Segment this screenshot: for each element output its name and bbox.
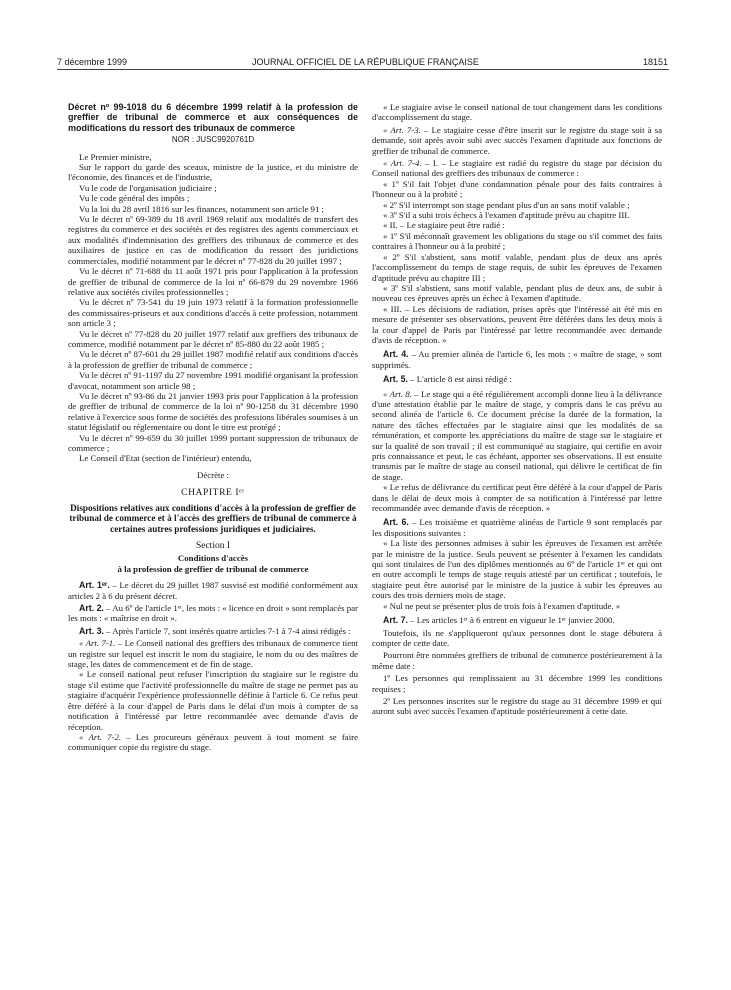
article-label: « Art. 8. <box>383 388 412 399</box>
paragraph: Vu le décret nº 77-828 du 20 juillet 1977 relatif aux greffiers des tribunaux de commerce, modifié notamment par le décret nº 85-880 du 22 août 1985 ; <box>68 328 358 349</box>
paragraph: Le Premier ministre, <box>79 151 152 162</box>
paragraph: « 3º S'il a subi trois échecs à l'examen d'aptitude prévu au chapitre III. <box>383 210 630 221</box>
paragraph: Vu le code de l'organisation judiciaire ; <box>79 182 217 193</box>
section-subtitle: à la profession de greffier de tribunal de commerce <box>117 563 309 574</box>
article-label: « Art. 7-3. <box>383 124 421 135</box>
paragraph: Vu le décret nº 73-541 du 19 juin 1973 relatif à la formation professionnelle des commissaires-priseurs et aux conditions d'accès à cette profession, notamment son article 3 ; <box>68 297 358 329</box>
paragraph: « Le conseil national peut refuser l'inscription du stagiaire sur le registre du stage s'il estime que l'activité professionnelle du maître de stage ne permet pas au stagiaire d'acquérir l'expérience professionnelle définie à l'article 6. Ce refus peut être déféré à la cour d'appel de Paris dans le délai d'un mois à compter de sa notification à l'intéressé par lettre recommandée avec demande d'avis de réception. <box>68 669 358 732</box>
article-text: – Au premier alinéa de l'article 6, les mots : « maître de stage, » sont supprimés. <box>372 349 662 370</box>
paragraph: 2º Les personnes inscrites sur le registre du stage au 31 décembre 1999 et qui auront subi avec succès l'examen d'aptitude postérieurement à cette date. <box>372 695 662 717</box>
article-paragraph <box>68 626 358 636</box>
paragraph: « Nul ne peut se présenter plus de trois fois à l'examen d'aptitude. » <box>383 600 621 611</box>
paragraph: Toutefois, ils ne s'appliqueront qu'aux personnes dont le stage débutera à compter de cette date. <box>372 627 662 648</box>
paragraph: « 1º S'il méconnaît gravement les obligations du stage ou s'il commet des faits contraires à l'honneur ou à la probité ; <box>372 230 662 252</box>
paragraph: Vu le décret nº 91-1197 du 27 novembre 1991 modifié organisant la profession d'avocat, notamment son article 98 ; <box>68 370 358 391</box>
decrete-line: Décrète : <box>197 469 229 480</box>
paragraph: « La liste des personnes admises à subir les épreuves de l'examen est arrêtée par le ministre de la justice. Seuls peuvent se présenter à l'examen les candidats qui sont titulaires de l'un des diplômes mentionnés au 6º de l'article 1ᵉʳ et qui ont en outre accompli le temps de stage requis attesté par un certificat ; toutefois, le stagiaire peut être autorisé par le ministre de la justice à subir les épreuves au cours des trois derniers mois de stage. <box>372 538 662 601</box>
paragraph: Pourront être nommées greffiers de tribunal de commerce postérieurement à la même date : <box>372 650 662 671</box>
article-label: Art. 2. <box>79 603 104 614</box>
article-paragraph <box>68 732 358 753</box>
article-text: – I. – Le stagiaire est radié du registre du stage par décision du Conseil national des greffiers des tribunaux de commerce : <box>372 158 662 179</box>
article-text: – L'article 8 est ainsi rédigé : <box>407 374 512 385</box>
article-text: – Le décret du 29 juillet 1987 susvisé est modifié conformément aux articles 2 à 6 du présent décret. <box>68 580 358 601</box>
article-text: – Les articles 1ᵉʳ à 6 entrent en vigueur le 1ᵉʳ janvier 2000. <box>407 615 615 626</box>
article-paragraph <box>372 615 662 625</box>
article-label: Art. 5. <box>383 374 408 385</box>
article-label: « Art. 7-1. <box>79 638 116 649</box>
decree-title: Décret nº 99-1018 du 6 décembre 1999 relatif à la profession de greffier de tribunal de commerce et aux conséquences de modifications du ressort des tribunaux de commerce <box>68 102 358 133</box>
article-paragraph <box>68 638 358 669</box>
header-page-number: 18151 <box>642 57 668 67</box>
article-text: – Le Conseil national des greffiers des tribunaux de commerce tient un registre sur lequel est inscrit le nom du stagiaire, le nom du ou des maîtres de stage, les dates de commencement et de fin de stage. <box>68 638 358 670</box>
article-text: – Les procureurs généraux peuvent à tout moment se faire communiquer copie du registre du stage. <box>68 731 358 753</box>
article-paragraph <box>372 517 662 538</box>
article-label: Art. 6. <box>383 517 409 528</box>
paragraph: « 2º S'il s'abstient, sans motif valable, pendant plus de deux ans après l'accomplissement du temps de stage requis, de subir les épreuves de l'examen d'aptitude prévu au chapitre III ; <box>372 251 662 283</box>
article-paragraph <box>68 603 358 624</box>
article-text: – Au 6º de l'article 1ᵉʳ, les mots : « licence en droit » sont remplacés par les mots : « maîtrise en droit ». <box>68 603 358 624</box>
article-paragraph <box>68 580 358 601</box>
article-text: – Le stage qui a été régulièrement accompli donne lieu à la délivrance d'une attestation établie par le maître de stage, y compris dans le cas prévu au second alinéa de l'article 6. Ce document précise la durée de la formation, la nature des tâches effectuées par le stagiaire ainsi que les modalités de sa rémunération, et comporte les appréciations du maître de stage sur le stagiaire et sur la qualité de son travail ; il est communiqué au stagiaire, qui certifie en avoir pris connaissance et peut, le cas échéant, apporter ses observations. Il est ensuite transmis par le maître de stage au conseil national, qui délivre le certificat de fin de stage. <box>372 388 662 482</box>
paragraph: « II. – Le stagiaire peut être radié : <box>383 220 505 231</box>
article-paragraph <box>372 125 662 156</box>
article-paragraph <box>372 158 662 179</box>
article-label: « Art. 7-4. <box>383 158 422 169</box>
chapter-title: Dispositions relatives aux conditions d'accès à la profession de greffier de tribunal de commerce et à l'accès des greffiers de tribunal de commerce à certaines autres professions juridiques et judiciaires. <box>69 502 357 535</box>
paragraph: « III. – Les décisions de radiation, prises après que l'intéressé ait été mis en mesure de présenter ses observations, peuvent être déférées dans les deux mois à la cour d'appel de Paris par l'intéressé par lettre recommandée avec demande d'avis de réception. » <box>372 303 662 345</box>
article-label: Art. 1ᵉʳ. <box>79 580 110 591</box>
section-subtitle: Conditions d'accès <box>177 553 249 564</box>
section-heading: Section I <box>195 541 231 552</box>
right-column <box>372 102 662 962</box>
paragraph: « 1º S'il fait l'objet d'une condamnation pénale pour des faits contraires à l'honneur ou à la probité ; <box>372 178 662 200</box>
paragraph: Vu le décret nº 99-659 du 30 juillet 1999 portant suppression de tribunaux de commerce ; <box>68 432 358 453</box>
paragraph: Le Conseil d'Etat (section de l'intérieur) entendu, <box>79 453 252 464</box>
article-text: – Les troisième et quatrième alinéas de l'article 9 sont remplacés par les dispositions suivantes : <box>372 517 662 538</box>
header-journal-title: JOURNAL OFFICIEL DE LA RÉPUBLIQUE FRANÇAISE <box>252 57 479 67</box>
paragraph: « 2º S'il interrompt son stage pendant plus d'un an sans motif valable ; <box>383 199 630 210</box>
nor-reference: NOR : JUSC9920761D <box>171 135 255 145</box>
article-paragraph <box>372 374 662 384</box>
article-text: – Le stagiaire cesse d'être inscrit sur le registre du stage soit à sa demande, soit après avoir subi avec succès l'examen d'aptitude aux fonctions de greffier de tribunal de commerce. <box>372 124 662 156</box>
paragraph: « 3º S'il s'abstient, sans motif valable, pendant plus de deux ans, de subir à nouveau ces épreuves après un échec à l'examen d'aptitude. <box>372 282 662 304</box>
chapter-heading: CHAPITRE Iᵉʳ <box>181 488 245 499</box>
paragraph: Vu le code général des impôts ; <box>79 193 190 204</box>
article-label: Art. 7. <box>383 615 408 626</box>
paragraph: « Le refus de délivrance du certificat peut être déféré à la cour d'appel de Paris dans le délai de deux mois à compter de sa notification à l'intéressé par lettre recommandée avec demande d'avis de réception. » <box>372 482 662 514</box>
paragraph: Vu le décret nº 71-688 du 11 août 1971 pris pour l'application à la profession de greffier de tribunal de commerce de la loi nº 66-879 du 29 novembre 1966 relative aux sociétés civiles professionnelles ; <box>68 266 358 297</box>
paragraph: Vu le décret nº 69-389 du 18 avril 1969 relatif aux modalités de transfert des registres du commerce et des sociétés et des registres des agents commerciaux et aux modalités d'indemnisation des greffiers des tribunaux de commerce et des auxiliaires de justice en cas de modification du ressort des juridictions commerciales, modifié notamment par le décret nº 77-828 du 20 juillet 1997 ; <box>68 214 358 266</box>
paragraph: Vu le décret nº 93-86 du 21 janvier 1993 pris pour l'application à la profession de greffier de tribunal de commerce de la loi nº 90-1258 du 31 décembre 1990 relative à l'exercice sous forme de sociétés des professions libérales soumises à un statut législatif ou réglementaire ou dont le titre est protégé ; <box>68 390 358 433</box>
paragraph: Sur le rapport du garde des sceaux, ministre de la justice, et du ministre de l'économie, des finances et de l'industrie, <box>68 162 358 183</box>
header-date: 7 décembre 1999 <box>57 57 128 67</box>
article-label: Art. 3. <box>79 625 104 636</box>
paragraph: Vu la loi du 28 avril 1816 sur les finances, notamment son article 91 ; <box>79 203 324 214</box>
header-rule <box>57 69 669 70</box>
article-label: Art. 4. <box>383 349 409 360</box>
article-paragraph <box>372 349 662 370</box>
paragraph: « Le stagiaire avise le conseil national de tout changement dans les conditions d'accomplissement du stage. <box>372 102 662 123</box>
article-text: – Après l'article 7, sont insérés quatre articles 7-1 à 7-4 ainsi rédigés : <box>103 625 351 636</box>
paragraph: Vu le décret nº 87-601 du 29 juillet 1987 modifié relatif aux conditions d'accès à la profession de greffier de tribunal de commerce ; <box>68 349 358 370</box>
paragraph: 1º Les personnes qui remplissaient au 31 décembre 1999 les conditions requises ; <box>372 673 662 694</box>
article-paragraph <box>372 389 662 483</box>
article-label: « Art. 7-2. <box>79 731 122 742</box>
left-column <box>68 102 358 962</box>
